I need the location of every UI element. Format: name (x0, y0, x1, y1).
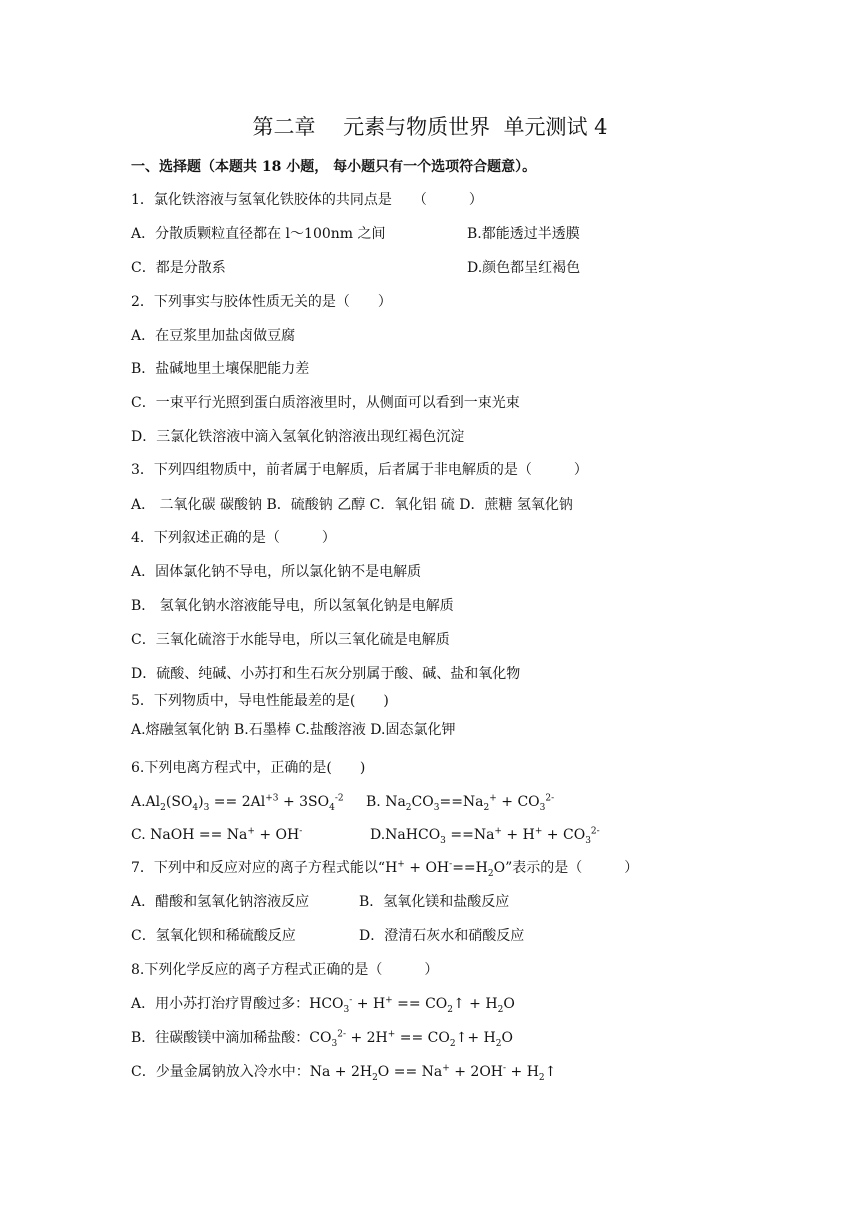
question-6-option-a: $A.Al_2(SO_4)_3 == 2Al^{+3} + 3SO_4^{-2}$ (131, 793, 344, 813)
question-5-options: A.熔融氢氧化钠 B.石墨棒 C.盐酸溶液 D.固态氯化钾 (131, 722, 456, 738)
question-7-stem: 7．下列中和反应对应的离子方程式能以“$H^+ + OH^-==H_2O$”表示的是（ ） (131, 859, 639, 879)
question-2-option-c: C．一束平行光照到蛋白质溶液里时，从侧面可以看到一束光束 (131, 395, 520, 411)
section-heading: 一、选择题（本题共 18 小题， 每小题只有一个选项符合题意）。 (131, 159, 537, 175)
question-4-stem: 4．下列叙述正确的是（ ） (131, 530, 336, 546)
question-1-option-a: A．分散质颗粒直径都在 l～100nm 之间 (131, 226, 386, 242)
question-1-option-d: D.颜色都呈红褐色 (467, 260, 581, 276)
question-3-options: A． 二氧化碳 碳酸钠 B．硫酸钠 乙醇 C．氧化铝 硫 D．蔗糖 氢氧化钠 (131, 497, 573, 513)
question-6-stem: 6.下列电离方程式中，正确的是( ) (131, 760, 366, 776)
question-7-option-c: C．氢氧化钡和稀硫酸反应 (131, 928, 296, 944)
question-8-option-b: B．往碳酸镁中滴加稀盐酸：$CO_3^{2-} + 2H^+$ == $CO_2↑+ H_2O$ (131, 1029, 513, 1049)
question-8-option-c: C．少量金属钠放入冷水中：$Na + 2H_2O == Na^+ + 2OH^-$ + $H_2↑$ (131, 1063, 557, 1083)
question-5-stem: 5．下列物质中，导电性能最差的是( ) (131, 693, 389, 709)
question-2-option-a: A．在豆浆里加盐卤做豆腐 (131, 328, 296, 344)
question-7-option-a: A．醋酸和氢氧化钠溶液反应 (131, 894, 310, 910)
question-4-option-a: A．固体氯化钠不导电，所以氯化钠不是电解质 (131, 564, 422, 580)
question-2-option-d: D．三氯化铁溶液中滴入氢氧化钠溶液出现红褐色沉淀 (131, 429, 465, 445)
question-2-option-b: B．盐碱地里土壤保肥能力差 (131, 361, 310, 377)
page-title: 第二章 元素与物质世界 单元测试 4 (252, 115, 608, 139)
question-1-stem: 1．氯化铁溶液与氢氧化铁胶体的共同点是 （ ） (131, 192, 483, 208)
question-7-option-d: D．澄清石灰水和硝酸反应 (359, 928, 525, 944)
question-3-stem: 3．下列四组物质中，前者属于电解质，后者属于非电解质的是（ ） (131, 462, 588, 478)
question-2-stem: 2．下列事实与胶体性质无关的是（ ） (131, 294, 392, 310)
question-8-option-a: A．用小苏打治疗胃酸过多：$HCO_3^- + H^+$ == $CO_2↑ + H_2O$ (131, 995, 515, 1015)
question-1-option-c: C．都是分散系 (131, 260, 226, 276)
question-7-option-b: B．氢氧化镁和盐酸反应 (359, 894, 510, 910)
question-6-option-c: C. NaOH == Na+ + OH- (131, 826, 303, 843)
question-6-option-d: D.NaHCO$_3$ $==Na^+ + H^+ + CO_3^{2-}$ (370, 826, 600, 846)
question-1-option-b: B.都能透过半透膜 (467, 226, 580, 242)
question-6-option-b: B. $Na_2CO_3==Na_2^+ + CO_3^{2-}$ (366, 793, 555, 813)
question-8-stem: 8.下列化学反应的离子方程式正确的是（ ） (131, 962, 439, 978)
question-4-option-b: B． 氢氧化钠水溶液能导电，所以氢氧化钠是电解质 (131, 598, 454, 614)
question-4-option-c: C．三氧化硫溶于水能导电，所以三氧化硫是电解质 (131, 632, 450, 648)
question-4-option-d: D．硫酸、纯碱、小苏打和生石灰分别属于酸、碱、盐和氧化物 (131, 666, 521, 682)
